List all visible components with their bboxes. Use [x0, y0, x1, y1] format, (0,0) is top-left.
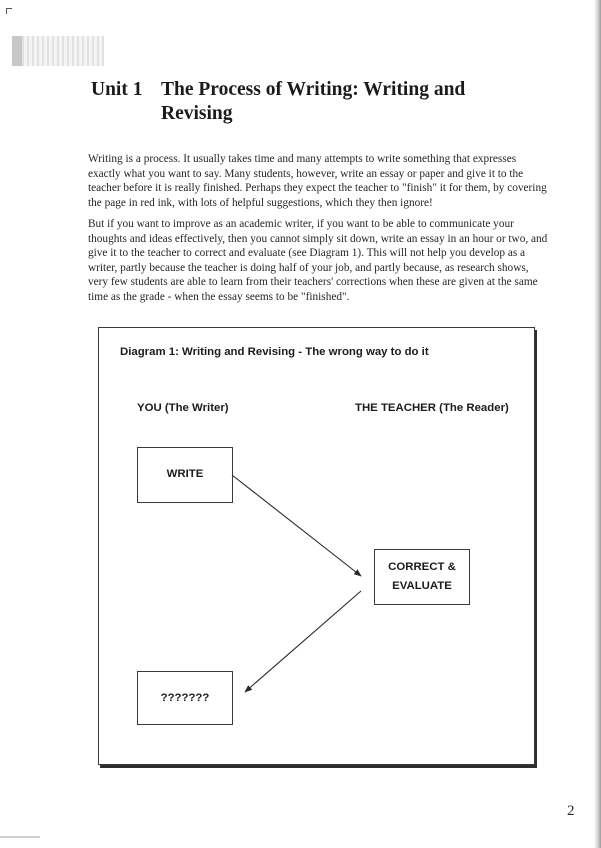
box-correct-label-line2: EVALUATE	[392, 580, 452, 592]
page-edge-shadow	[594, 0, 601, 848]
scan-corner-mark	[6, 8, 12, 14]
label-writer: YOU (The Writer)	[137, 402, 229, 414]
box-write-label: WRITE	[166, 468, 204, 480]
arrow-correct-to-unknown	[245, 591, 361, 692]
box-unknown-label: ???????	[160, 691, 210, 704]
arrow-write-to-correct	[232, 475, 361, 576]
unit-number: Unit 1	[91, 79, 143, 100]
diagram-1	[98, 327, 535, 765]
paragraph-1: Writing is a process. It usually takes time and many attempts to write something that expresses exactly what you want to say. Many students, however, write an essay or paper and give it to the teacher before it is really finished. Perhaps they expect the teacher to "finish" it for them, by covering the page in red ink, with lots of helpful suggestions, which they then ignore!	[88, 153, 547, 209]
paragraph-2: But if you want to improve as an academic writer, if you want to be able to communicate your thoughts and ideas effectively, then you cannot simply sit down, write an essay in an hour or two, and give it to the teacher to correct and evaluate (see Diagram 1). This will not help you develop as a writer, partly because the teacher is doing half of your job, and partly because, as research shows, very few students are able to learn from their teachers' corrections when these are given at the same time as the grade - when the essay seems to be "finished".	[88, 218, 548, 303]
diagram-title: Diagram 1: Writing and Revising - The wrong way to do it	[120, 346, 429, 358]
diagram-arrows	[99, 328, 534, 764]
unit-title: The Process of Writing: Writing and Revising	[161, 79, 466, 124]
box-correct-label-line1: CORRECT &	[388, 561, 456, 573]
scan-footer-mark	[0, 836, 40, 838]
label-reader: THE TEACHER (The Reader)	[355, 402, 509, 414]
scan-smudge	[12, 36, 104, 66]
page-number: 2	[567, 803, 575, 819]
